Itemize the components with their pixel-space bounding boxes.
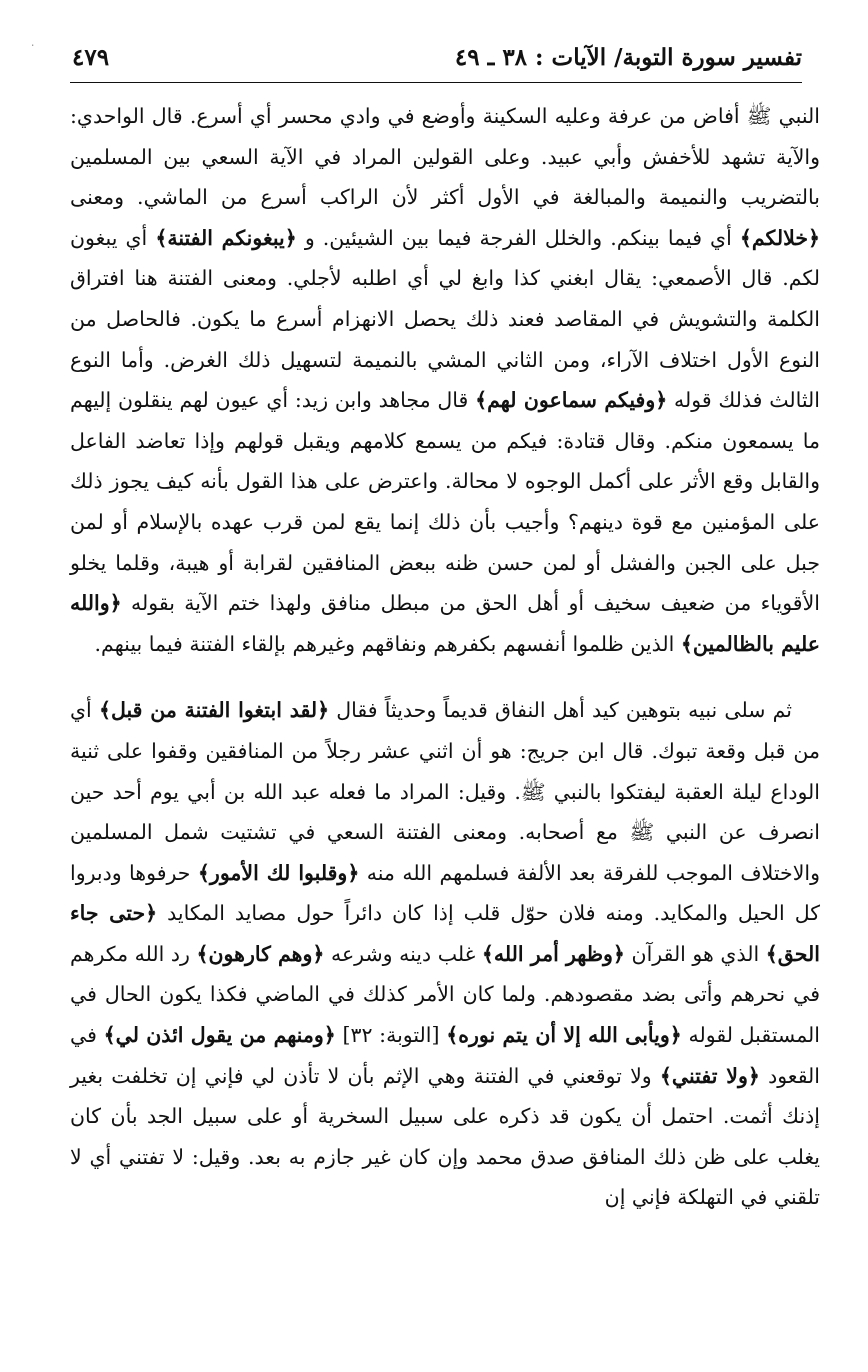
quran-quote: ﴿ويأبى الله إلا أن يتم نوره﴾: [446, 1023, 682, 1048]
text-run: [التوبة: ٣٢]: [335, 1023, 447, 1048]
quran-quote: ﴿ولا تفتني﴾: [659, 1063, 760, 1088]
quran-quote: ﴿خلالكم﴾: [739, 225, 821, 250]
quran-quote: ﴿وقلبوا لك الأمور﴾: [197, 860, 360, 885]
quran-quote: ﴿وظهر أمر الله﴾: [481, 941, 625, 966]
text-run: قال مجاهد وابن زيد: أي عيون لهم ينقلون إليهم ما يسمعون منكم. وقال قتادة: فيكم من يسمع كلامهم ويقبل قولهم وإذا تعاضد الفاعل والقابل وقع الأثر على أكمل الوجوه لا محالة. واعترض على هذا القول بأنه كيف يجوز ذلك على المؤمنين مع قوة دينهم؟ وأجيب بأن ذلك إنما يقع لمن قرب عهده بالإسلام أو لمن جبل على الجبن والفشل أو لمن حسن ظنه ببعض المنافقين لقرابة أو هيبة، وقلما يخلو الأقوياء من ضعيف سخيف أو أهل الحق من مبطل منافق ولهذا ختم الآية بقوله: [70, 388, 820, 616]
corner-mark: ٠: [30, 40, 36, 51]
text-run: أي يبغون لكم. قال الأصمعي: يقال ابغني كذا وابغ لي أي اطلبه لأجلي. ومعنى الفتنة هنا افتراق الكلمة والتشويش في المقاصد فعند ذلك يحصل الانهزام أسرع ما يكون. فالحاصل من النوع الأول اختلاف الآراء، ومن الثاني المشي بالنميمة لتسهيل ذلك الغرض. وأما النوع الثالث فذلك قوله: [70, 225, 820, 413]
quran-quote: ﴿لقد ابتغوا الفتنة من قبل﴾: [98, 698, 330, 723]
page-number: ٤٧٩: [72, 44, 110, 71]
quran-quote: ﴿وفيكم سماعون لهم﴾: [475, 388, 668, 413]
text-run: حرفوها ودبروا كل الحيل والمكايد. ومنه فلان حوّل قلب إذا كان دائراً حول مصايد المكايد: [70, 860, 820, 926]
paragraph-1: [70, 96, 820, 664]
page-header: [70, 38, 802, 83]
text-run: النبي ﷺ أفاض من عرفة وعليه السكينة وأوضع في وادي محسر أي أسرع. قال الواحدي: والآية تشهد للأخفش وأبي عبيد. وعلى القولين المراد في الآية السعي بين المسلمين بالتضريب والنميمة والمبالغة في الأول أكثر لأن الراكب أسرع من الماشي. ومعنى: [70, 104, 820, 210]
paragraph-2: [70, 690, 820, 1218]
text-run: الذي هو القرآن: [624, 941, 766, 966]
text-run: أي من قبل وقعة تبوك. قال ابن جريج: هو أن اثني عشر رجلاً من المنافقين وقفوا على ثنية الوداع ليلة العقبة ليفتكوا بالنبي ﷺ. وقيل: المراد ما فعله عبد الله بن أبي يوم أحد حين انصرف عن النبي ﷺ مع أصحابه. ومعنى الفتنة السعي في تشتيت شمل المسلمين والاختلاف الموجب للفرقة بعد الألفة فسلمهم الله منه: [70, 698, 821, 885]
text-run: الذين ظلموا أنفسهم بكفرهم ونفاقهم وغيرهم بإلقاء الفتنة فيما بينهم.: [94, 631, 681, 656]
quran-quote: ﴿والله عليم بالظالمين﴾: [70, 591, 820, 656]
running-title: تفسير سورة التوبة/ الآيات : ٣٨ ـ ٤٩: [454, 44, 802, 71]
quran-quote: ﴿ومنهم من يقول ائذن لي﴾: [103, 1023, 336, 1048]
quran-quote: ﴿حتى جاء الحق﴾: [70, 901, 820, 966]
quran-quote: ﴿وهم كارهون﴾: [196, 941, 325, 966]
quran-quote: ﴿يبغونكم الفتنة﴾: [155, 225, 297, 250]
text-run: أي فيما بينكم. والخلل الفرجة فيما بين الشيئين. و: [296, 225, 740, 250]
text-run: ولا توقعني في الفتنة وهي الإثم بأن لا تأذن لي فإني إن تخلفت بغير إذنك أثمت. احتمل أن يكون قد ذكره على سبيل السخرية أو على سبيل الجد بأن كان يغلب على ظن ذلك المنافق صدق محمد وإن كان غير جازم به بعد. وقيل: لا تفتني أي لا تلقني في التهلكة فإني إن: [70, 1063, 820, 1210]
text-run: ثم سلى نبيه بتوهين كيد أهل النفاق قديماً وحديثاً فقال: [329, 698, 793, 723]
text-run: في القعود: [70, 1023, 821, 1088]
body-text: [70, 96, 820, 1218]
text-run: غلب دينه وشرعه: [324, 941, 482, 966]
text-run: رد الله مكرهم في نحرهم وأتى بضد مقصودهم. ولما كان الأمر كذلك في الماضي فكذا يكون الحال في المستقبل لقوله: [70, 941, 820, 1048]
